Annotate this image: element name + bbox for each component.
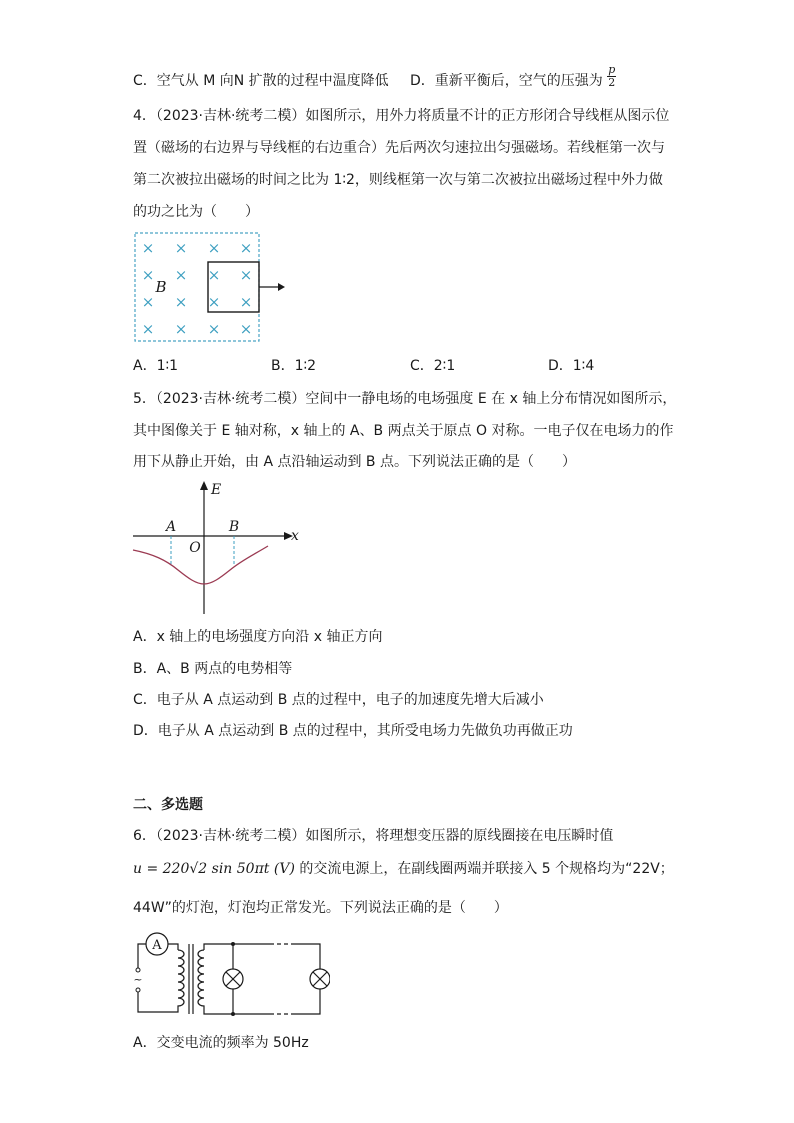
q4-stem-line4: 的功之比为（ ）	[133, 204, 259, 220]
field-cross: ×	[174, 266, 188, 284]
field-cross: ×	[141, 293, 155, 311]
field-cross: ×	[174, 293, 188, 311]
q5-stem-line2: 其中图像关于 E 轴对称，x 轴上的 A、B 两点关于原点 O 对称。一电子仅在电场力的作	[133, 423, 674, 439]
secondary-coil	[198, 950, 204, 1008]
field-cross: ×	[174, 239, 188, 257]
q5-stem-line3: 用下从静止开始，由 A 点沿轴运动到 B 点。下列说法正确的是（ ）	[133, 454, 576, 470]
pull-arrow-head	[278, 283, 285, 291]
field-cross: ×	[207, 293, 221, 311]
q3-option-d-text: D．重新平衡后，空气的压强为	[410, 73, 603, 89]
primary-ammeter-wire	[168, 944, 178, 950]
q6-option-a: A．交变电流的频率为 50Hz	[133, 1035, 309, 1051]
q5-option-d: D．电子从 A 点运动到 B 点的过程中，其所受电场力先做负功再做正功	[133, 723, 573, 739]
field-cross: ×	[207, 266, 221, 284]
point-b-label: B	[228, 519, 240, 535]
q4-stem-line3: 第二次被拉出磁场的时间之比为 1∶2，则线框第一次与第二次被拉出磁场过程中外力做	[133, 172, 663, 188]
q4-option-d: D．1∶4	[548, 358, 595, 374]
q4-stem-line1: 4．（2023·吉林·统考二模）如图所示，用外力将质量不计的正方形闭合导线框从图示位	[133, 108, 670, 124]
fraction-numerator: p	[608, 62, 616, 76]
fraction-denominator: 2	[608, 75, 616, 89]
field-cross: ×	[239, 293, 253, 311]
q5-option-a: A．x 轴上的电场强度方向沿 x 轴正方向	[133, 629, 383, 645]
x-axis-label: x	[291, 528, 299, 544]
field-cross: ×	[174, 320, 188, 338]
q3-option-d	[410, 62, 616, 91]
field-cross: ×	[141, 266, 155, 284]
q6-voltage-formula: u = 220√2 sin 50πt (V)	[133, 861, 295, 877]
e-axis-arrow	[200, 481, 208, 490]
ac-source-symbol: ~	[133, 973, 143, 986]
section-heading: 二、多选题	[133, 797, 203, 813]
primary-coil	[178, 950, 184, 1008]
origin-label: O	[189, 540, 201, 556]
q5-option-b: B．A、B 两点的电势相等	[133, 661, 293, 677]
q5-option-c: C．电子从 A 点运动到 B 点的过程中，电子的加速度先增大后减小	[133, 692, 544, 708]
secondary-bottom-wire	[204, 1008, 270, 1014]
q4-stem-line2: 置（磁场的右边界与导线框的右边重合）先后两次匀速拉出匀强磁场。若线框第一次与	[133, 140, 665, 156]
q6-stem-line2	[133, 859, 674, 879]
primary-bottom-wire	[138, 992, 178, 1012]
field-cross: ×	[141, 239, 155, 257]
q5-field-graph	[128, 478, 318, 618]
field-cross: ×	[207, 239, 221, 257]
point-a-label: A	[165, 519, 177, 535]
field-cross: ×	[207, 320, 221, 338]
field-cross: ×	[141, 320, 155, 338]
q3-option-d-fraction	[607, 64, 616, 89]
ammeter-label: A	[152, 938, 162, 953]
q3-option-c: C．空气从 M 向N 扩散的过程中温度降低	[133, 73, 389, 89]
q6-stem-line2-rest: 的交流电源上，在副线圈两端并联接入 5 个规格均为“22V；	[299, 861, 674, 877]
field-label: B	[155, 278, 167, 296]
e-axis-label: E	[211, 482, 222, 498]
secondary-top-wire	[204, 944, 270, 950]
ac-terminal-top	[136, 968, 140, 972]
q4-option-b: B．1∶2	[271, 358, 317, 374]
q6-transformer-circuit	[130, 928, 330, 1020]
q6-stem-line1: 6．（2023·吉林·统考二模）如图所示，将理想变压器的原线圈接在电压瞬时值	[133, 828, 614, 844]
q4-option-a: A．1∶1	[133, 358, 179, 374]
primary-top-wire	[138, 944, 146, 968]
q6-stem-line3: 44W”的灯泡，灯泡均正常发光。下列说法正确的是（ ）	[133, 900, 508, 916]
ac-terminal-bottom	[136, 988, 140, 992]
q5-stem-line1: 5．（2023·吉林·统考二模）空间中一静电场的电场强度 E 在 x 轴上分布情况如图所示，	[133, 391, 677, 407]
field-cross: ×	[239, 239, 253, 257]
field-cross: ×	[239, 320, 253, 338]
field-cross: ×	[239, 266, 253, 284]
q4-option-c: C．2∶1	[410, 358, 456, 374]
q4-magnetic-field-figure	[128, 228, 288, 346]
